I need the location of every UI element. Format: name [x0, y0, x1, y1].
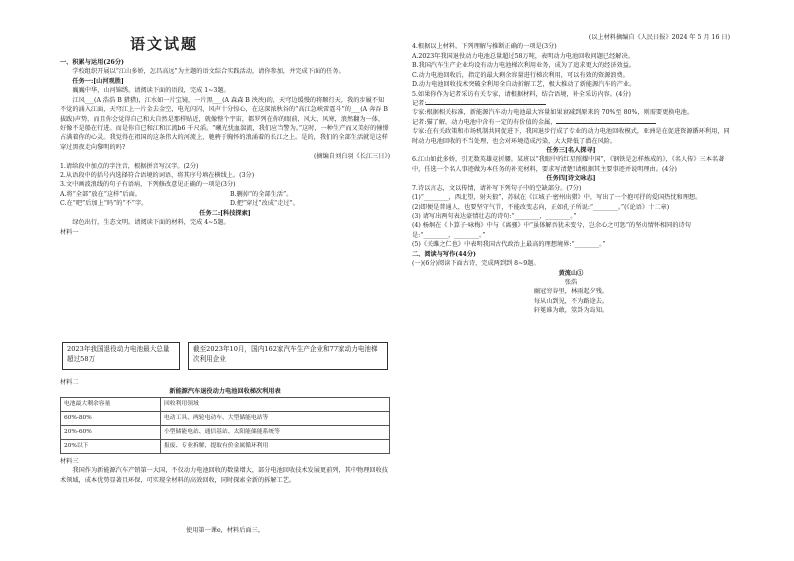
option-c: C.在“吧”后加上“吗”的“不”字。: [60, 200, 148, 208]
poem-author: 张浩: [564, 278, 578, 286]
interview-line: 专家:在有关政策和市场机制共同促进下，我国退步行成了专业的动力电池回收模式，亚洲是在促进资源循环利用，同时动力电池回收的不当处理，也会对环境造成污染，大大降低了潜在风险。: [412, 128, 730, 145]
table-cell: 20%以下: [61, 439, 161, 453]
passage-text: 江风___(A 浩浩 B 猎猎)，江水如一片宝镜，一片黑___(A 森森 B 泱泱)的，天穹边缓慢的将顺行天，我的步履不知不觉的涌入江面，天穹江上一片金去金空，电光闪闪，风声十分惊心，在这深浓秋谷的“高江急峡雷霆斗”的___(A 奔吞 B 拔跋)声势，而且你会觉得自己和大自然是那样贴近，就像整个宇宙，都罗列在你的眼前，风大、风寒，浪然翻为一体，好像不是船在行进。而是你自已和江和江流b6 千尺滔。“曦光忧血湍流，我们应当警为。”这时，一种生产而又美好的憧憬占满着你的心灵。我觉得在祖国的这条伟大的河流上，驰骋于胸怀的浪涌着的长江之上。是的，我们的全部生活就是这样穿过黑夜走向黎明的吗?: [60, 96, 389, 151]
options-row-1: [60, 190, 390, 199]
table-cell: 电动工具、两轮电动车、大型储能电站等: [161, 411, 390, 425]
question-4: 4.根据以上材料，下列理解与推断正确的一项是(3分): [412, 43, 557, 51]
right-column: [412, 0, 730, 561]
table-row: [61, 411, 390, 425]
page-title: 语文试题: [130, 35, 199, 53]
question-3: 3.文中画波浪线的句子有语病，下列修改意见正确的一项是(3分): [60, 181, 236, 189]
material-1-label: 材料一: [60, 228, 79, 236]
poem-line: 幽冠穷谷里，林雨起夕残。: [533, 288, 609, 296]
material-3-label: 材料三: [60, 457, 79, 465]
question-4-option: D.动力电池回收技术突破全利用全自动折解工艺，极大推动了新能源汽车的产业。: [412, 81, 636, 89]
question-4-option: C.动力电池回收后，指定的最大剩余容量进行梯次利用，可以有效的资源浪费。: [412, 71, 629, 79]
interview-speaker: 记者:: [412, 99, 427, 107]
table-cell: 小型储能电站、通信基站、太阳能储能系统等: [161, 425, 390, 439]
reading-1-instruction: (一)(6分)阅读下面古诗，完成两到到 8~9题。: [412, 260, 540, 268]
question-4-option: B.我国汽车生产企业均设有动力电池梯次利用业务，成为了追求更大的经济效益。: [412, 62, 636, 70]
table-header-cell: 电池最大剩余容量: [61, 397, 161, 411]
left-column: [60, 0, 390, 561]
section-1-block: [60, 58, 390, 237]
table-cell: 60%-80%: [61, 411, 161, 425]
question-7-item: (3) 请写出两句表达豪情壮志的诗句:“________，________。”: [412, 213, 577, 221]
question-5: 5.如果你作为记者采访有关专家，请根据材料，结合语境，补全采访内容。(4分): [412, 90, 631, 98]
table-row: [61, 425, 390, 439]
table-cell: 报废、专业拆解，提取有价金属循环利用: [161, 439, 390, 453]
question-7-item: (2)即便是普通人，也要坚守气节，不能改变志向，正如孔子所说:“________。”(《论语》十二章): [412, 203, 670, 211]
question-6: 6.江山如此多娇，引无数英雄竞折腰。某班以“我眼中的红星照耀中国”，《钢铁是怎样炼成的》，《名人传》三本名著中，任选一个名人事迹做为本任务的补充材料，要求写清楚!请根据其主要事迹并说明理由。(4分): [412, 156, 725, 173]
task-2-heading: 任务二:[科技探索]: [199, 209, 251, 217]
table-row: [61, 439, 390, 453]
poem: [412, 269, 730, 316]
material-2-block: [60, 378, 390, 485]
poem-line: 每从山到见，不为路途去。: [533, 297, 609, 305]
recycling-table: [60, 397, 390, 454]
task-3-heading: 任务三[名人探寻]: [546, 147, 596, 155]
question-7-item: (4) 杨炯在《卜算子·咏梅》中与《离骚》中“虽体解吾犹未变兮，岂余心之可惩”的坚贞情怀相同的诗句是:“________，________。”: [412, 222, 691, 239]
option-d: D.把“穿过”改成“走过”。: [230, 200, 299, 208]
question-7-item: (5)《关雎之仁也》中表明我国古代政治上最高的理想境界:“________。”: [412, 241, 606, 249]
table-cell: 20%-60%: [61, 425, 161, 439]
task-4-heading: 任务四[诗文咏志]: [546, 175, 596, 183]
table-header-cell: 回收利用领域: [161, 397, 390, 411]
question-7-item: (1)“________，西北望，射天狼”，苏轼在《江城子·密州出猎》中，写出了一个抱可抒的爱国热忱和理想。: [412, 194, 702, 202]
question-2: 2.从语段中的括号内选择符合语境的词语，将其序号填在横线上。(3分): [60, 172, 255, 180]
table-title: 新能源汽车退役动力电池回收梯次利用表: [169, 388, 281, 396]
section-2-heading: 二、阅读与写作(44分): [412, 250, 476, 258]
interview-line: [412, 118, 730, 127]
task-1-heading: 任务一:[山河观胜]: [72, 77, 124, 85]
interview-line: [412, 99, 730, 108]
task-1-line: 巍巍中华，山河锦绣。请阅读下面的语段，完成 1~3题。: [72, 87, 230, 95]
answer-blank[interactable]: [426, 104, 546, 105]
intro-text: 学校组织开展以“江山多娇，怎昌高远”为主题的语文综合实践活动，请你参加，并完成下面的任务。: [72, 68, 345, 76]
option-a: A.将“全部”放在“这样”后面。: [60, 190, 141, 198]
material-1-box-2: 截至2023年10月，国内162家汽车生产企业和77家动力电池梯次利用企业: [188, 342, 388, 370]
option-b: B.删掉“的全部生活”。: [230, 190, 293, 198]
materials-source-note: (以上材料摘编自《人民日报》2024 年 5 月 16 日): [588, 34, 730, 41]
right-block: [412, 33, 730, 316]
question-7: 7.诗以言志，文以传情，请补写下列句子中的空缺部分。(7分): [412, 184, 582, 192]
question-1: 1.请给段中加点的字注音，根据拼音写汉字。(2分): [60, 162, 199, 170]
task-2-line: 绿色出行，生态文明。请阅读下面的材料，完成 4~5题。: [72, 219, 230, 227]
material-1-box-1: 2023年我国退役动力电池最大总量超过58万: [62, 342, 180, 370]
passage-source: (摘编自刘白羽《长江三日》): [314, 153, 390, 161]
options-row-2: [60, 199, 390, 208]
interview-line: 专家:根据相关标准，新能源汽车动力电池最大容量如果衰减到原来的 70%至 80%，则需要更换电池。: [412, 109, 694, 117]
material-2-label: 材料二: [60, 379, 79, 386]
material-3-text: 我国作为新能源汽车产销第一大国，不仅动力电池回收的数量增大，部分电池回收技术发展更前列，其中物理回收技术领域，成本优势显著且环保，可实现全材料的高效回收，同时探索全新的拆解工艺。: [60, 467, 388, 484]
page-footer: 使用第一课e，材料后面三。: [186, 527, 264, 534]
answer-blank[interactable]: [556, 123, 656, 124]
question-4-option: A.2023年我国退役动力电池总量超过58万吨，表明动力电池回收问题已经解决。: [412, 52, 634, 60]
poem-title: 黄流山①: [558, 269, 584, 277]
table-header-row: [61, 397, 390, 411]
interview-speaker: 记者:猫了解，动力电池中含有一定的有价值的金属，: [412, 118, 557, 126]
poem-line: 轩冕谁为敢，筮卦为岛知。: [533, 307, 609, 315]
section-1-heading: 一、积累与运用(26分): [60, 59, 124, 66]
